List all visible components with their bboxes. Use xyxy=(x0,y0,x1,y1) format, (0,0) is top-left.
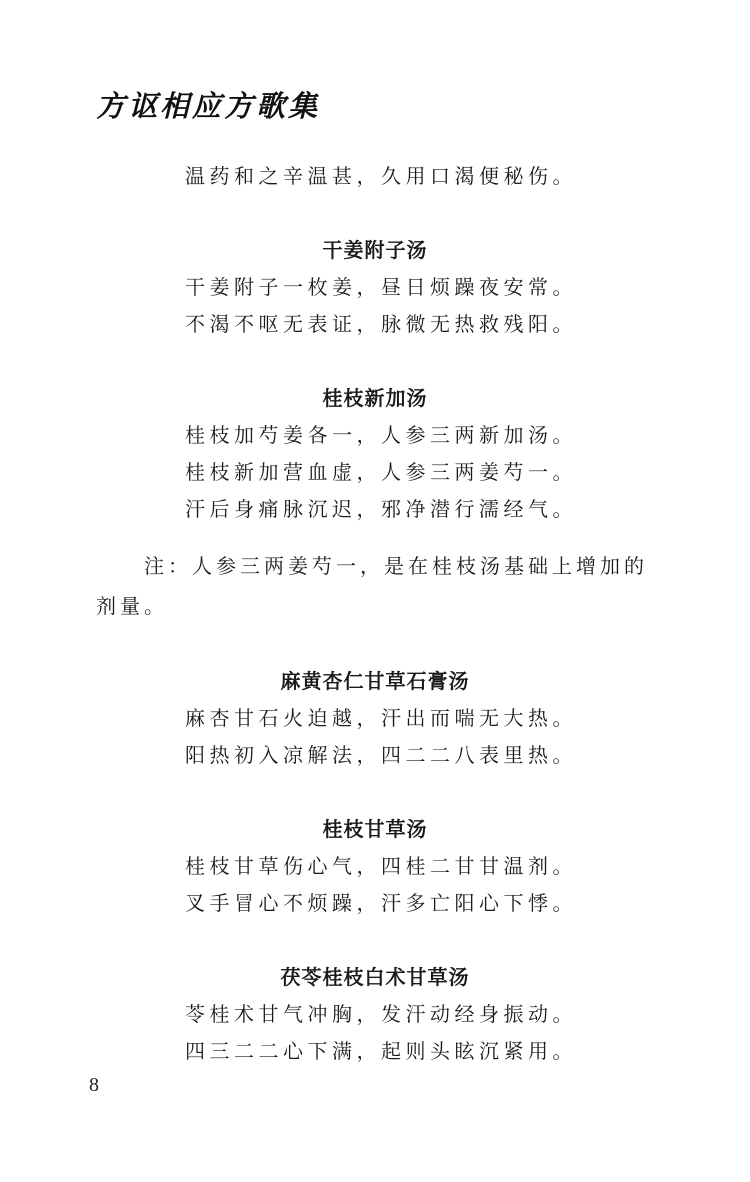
running-header: 方讴相应方歌集 xyxy=(96,89,321,123)
verse-line: 桂枝加芍姜各一，人参三两新加汤。 xyxy=(185,423,577,447)
verse-line: 桂枝新加营血虚，人参三两姜芍一。 xyxy=(185,460,577,484)
section-maxing-gancao-shigao-tang xyxy=(0,664,750,774)
verse-line: 麻杏甘石火迫越，汗出而喘无大热。 xyxy=(185,706,577,730)
section-guizhi-xinjia-tang xyxy=(0,381,750,528)
section-title: 桂枝甘草汤 xyxy=(322,817,428,841)
continuation-verse xyxy=(0,158,750,195)
section-title: 茯苓桂枝白术甘草汤 xyxy=(280,965,470,989)
verse-line: 阳热初入凉解法，四二二八表里热。 xyxy=(185,743,577,767)
verse-line: 干姜附子一枚姜，昼日烦躁夜安常。 xyxy=(185,275,577,299)
section-title: 桂枝新加汤 xyxy=(322,386,428,410)
section-linggui-zhugan-tang xyxy=(0,960,750,1070)
annotation-note: 注：人参三两姜芍一，是在桂枝汤基础上增加的剂量。 xyxy=(96,554,648,618)
verse-line: 四三二二心下满，起则头眩沉紧用。 xyxy=(185,1039,577,1063)
section-title: 干姜附子汤 xyxy=(322,238,428,262)
verse-line: 叉手冒心不烦躁，汗多亡阳心下悸。 xyxy=(185,891,577,915)
page-number: 8 xyxy=(89,1074,99,1096)
page-content xyxy=(0,150,750,1070)
section-guizhi-gancao-tang xyxy=(0,812,750,922)
section-title: 麻黄杏仁甘草石膏汤 xyxy=(280,669,470,693)
verse-line: 温药和之辛温甚，久用口渴便秘伤。 xyxy=(185,164,577,188)
verse-line: 桂枝甘草伤心气，四桂二甘甘温剂。 xyxy=(185,854,577,878)
section-ganjiang-fuzi-tang xyxy=(0,233,750,343)
verse-line: 苓桂术甘气冲胸，发汗动经身振动。 xyxy=(185,1002,577,1026)
verse-line: 不渴不呕无表证，脉微无热救残阳。 xyxy=(185,312,577,336)
verse-line: 汗后身痛脉沉迟，邪净潜行濡经气。 xyxy=(185,497,577,521)
